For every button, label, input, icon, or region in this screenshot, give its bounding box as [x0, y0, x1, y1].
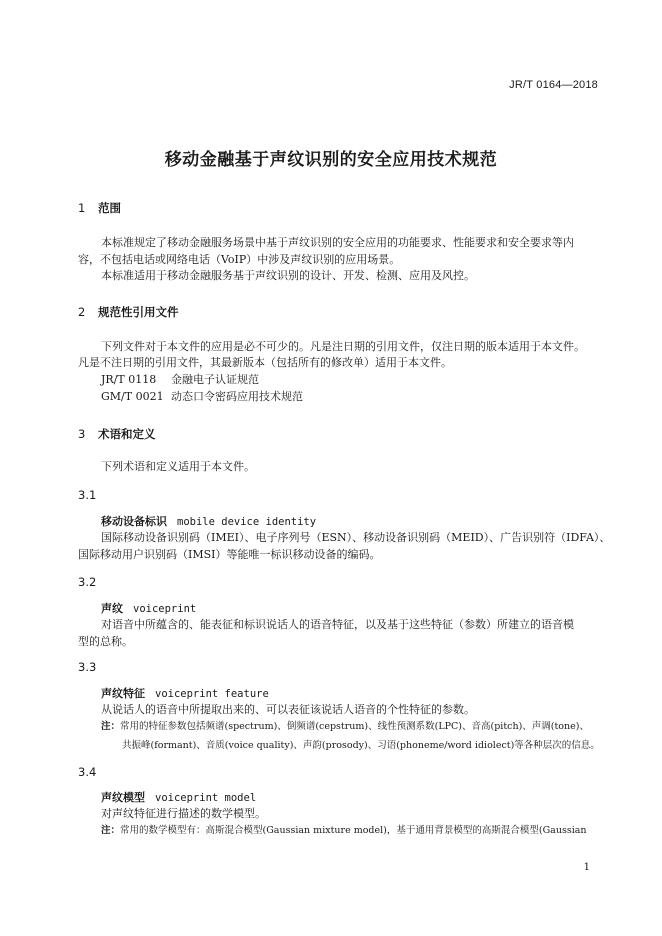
term-heading [101, 789, 256, 805]
section-1-heading [78, 200, 121, 216]
term-note-line-1 [101, 822, 587, 840]
reference-item [101, 388, 303, 406]
term-heading [101, 600, 196, 616]
scope-paragraph-2: 本标准适用于移动金融服务基于声纹识别的设计、开发、检测、应用及风控。 [101, 269, 475, 282]
term-chinese: 声纹模型 [101, 791, 145, 804]
term-english: voiceprint model [155, 792, 257, 804]
reference-title: 金融电子认证规范 [171, 373, 259, 386]
term-chinese: 声纹特征 [101, 687, 145, 700]
term-heading [101, 685, 269, 701]
section-2-heading [78, 304, 179, 320]
normative-paragraph-line-2: 凡是不注日期的引用文件，其最新版本（包括所有的修改单）适用于本文件。 [78, 356, 452, 369]
term-definition-line-2: 国际移动用户识别码（IMSI）等能唯一标识移动设备的编码。 [78, 548, 381, 561]
note-label: 注： [101, 721, 121, 732]
note-text: 常用的数学模型有：高斯混合模型(Gaussian mixture model)，基于通用背景模型的高斯混合模型(Gaussian [120, 825, 587, 836]
term-definition-line-1: 国际移动设备识别码（IMEI）、电子序列号（ESN）、移动设备识别码（MEID）、广告识别符（IDFA）、 [101, 531, 611, 544]
term-english: voiceprint feature [155, 688, 269, 700]
term-note-line-1 [101, 718, 589, 736]
term-number: 3.2 [78, 575, 97, 589]
reference-code: GM/T 0021 [101, 390, 164, 403]
reference-item [101, 371, 259, 389]
term-chinese: 移动设备标识 [101, 515, 167, 528]
note-label: 注： [101, 825, 121, 836]
term-english: voiceprint [133, 603, 197, 615]
standard-code: JR/T 0164—2018 [509, 79, 598, 91]
term-number: 3.3 [78, 660, 97, 674]
note-text: 常用的特征参数包括频谱(spectrum)、倒频谱(cepstrum)、线性预测系数(LPC)、音高(pitch)、声调(tone)、 [120, 721, 589, 732]
scope-paragraph-1-line-2: 容，不包括电话或网络电话（VoIP）中涉及声纹识别的应用场景。 [78, 253, 401, 266]
normative-paragraph-line-1: 下列文件对于本文件的应用是必不可少的。凡是注日期的引用文件，仅注日期的版本适用于本文件。 [101, 340, 585, 353]
term-number: 3.1 [78, 488, 97, 502]
section-number: 1 [78, 201, 86, 215]
section-number: 3 [78, 427, 86, 441]
section-title: 规范性引用文件 [98, 305, 179, 319]
term-heading [101, 513, 316, 529]
term-definition-line-2: 型的总称。 [78, 635, 133, 648]
term-definition-line-1: 对声纹特征进行描述的数学模型。 [101, 807, 266, 820]
section-number: 2 [78, 305, 86, 319]
section-title: 术语和定义 [98, 427, 156, 441]
scope-paragraph-1-line-1: 本标准规定了移动金融服务场景中基于声纹识别的安全应用的功能要求、性能要求和安全要求等内 [101, 236, 574, 249]
term-english: mobile device identity [177, 516, 317, 528]
reference-title: 动态口令密码应用技术规范 [171, 390, 303, 403]
terms-intro: 下列术语和定义适用于本文件。 [101, 460, 255, 473]
term-definition-line-1: 从说话人的语音中所提取出来的、可以表征该说话人语音的个性特征的参数。 [101, 703, 475, 716]
term-chinese: 声纹 [101, 602, 123, 615]
term-number: 3.4 [78, 765, 97, 779]
term-definition-line-1: 对语音中所蕴含的、能表征和标识说话人的语音特征，以及基于这些特征（参数）所建立的语音模 [101, 618, 574, 631]
section-3-heading [78, 426, 156, 442]
reference-code: JR/T 0118 [101, 373, 157, 386]
document-title: 移动金融基于声纹识别的安全应用技术规范 [164, 150, 498, 170]
page-number: 1 [583, 862, 590, 873]
term-note-line-2: 共振峰(formant)、音质(voice quality)、声韵(prosody)、习语(phoneme/word idiolect)等各种层次的信息。 [122, 740, 600, 751]
section-title: 范围 [98, 201, 121, 215]
